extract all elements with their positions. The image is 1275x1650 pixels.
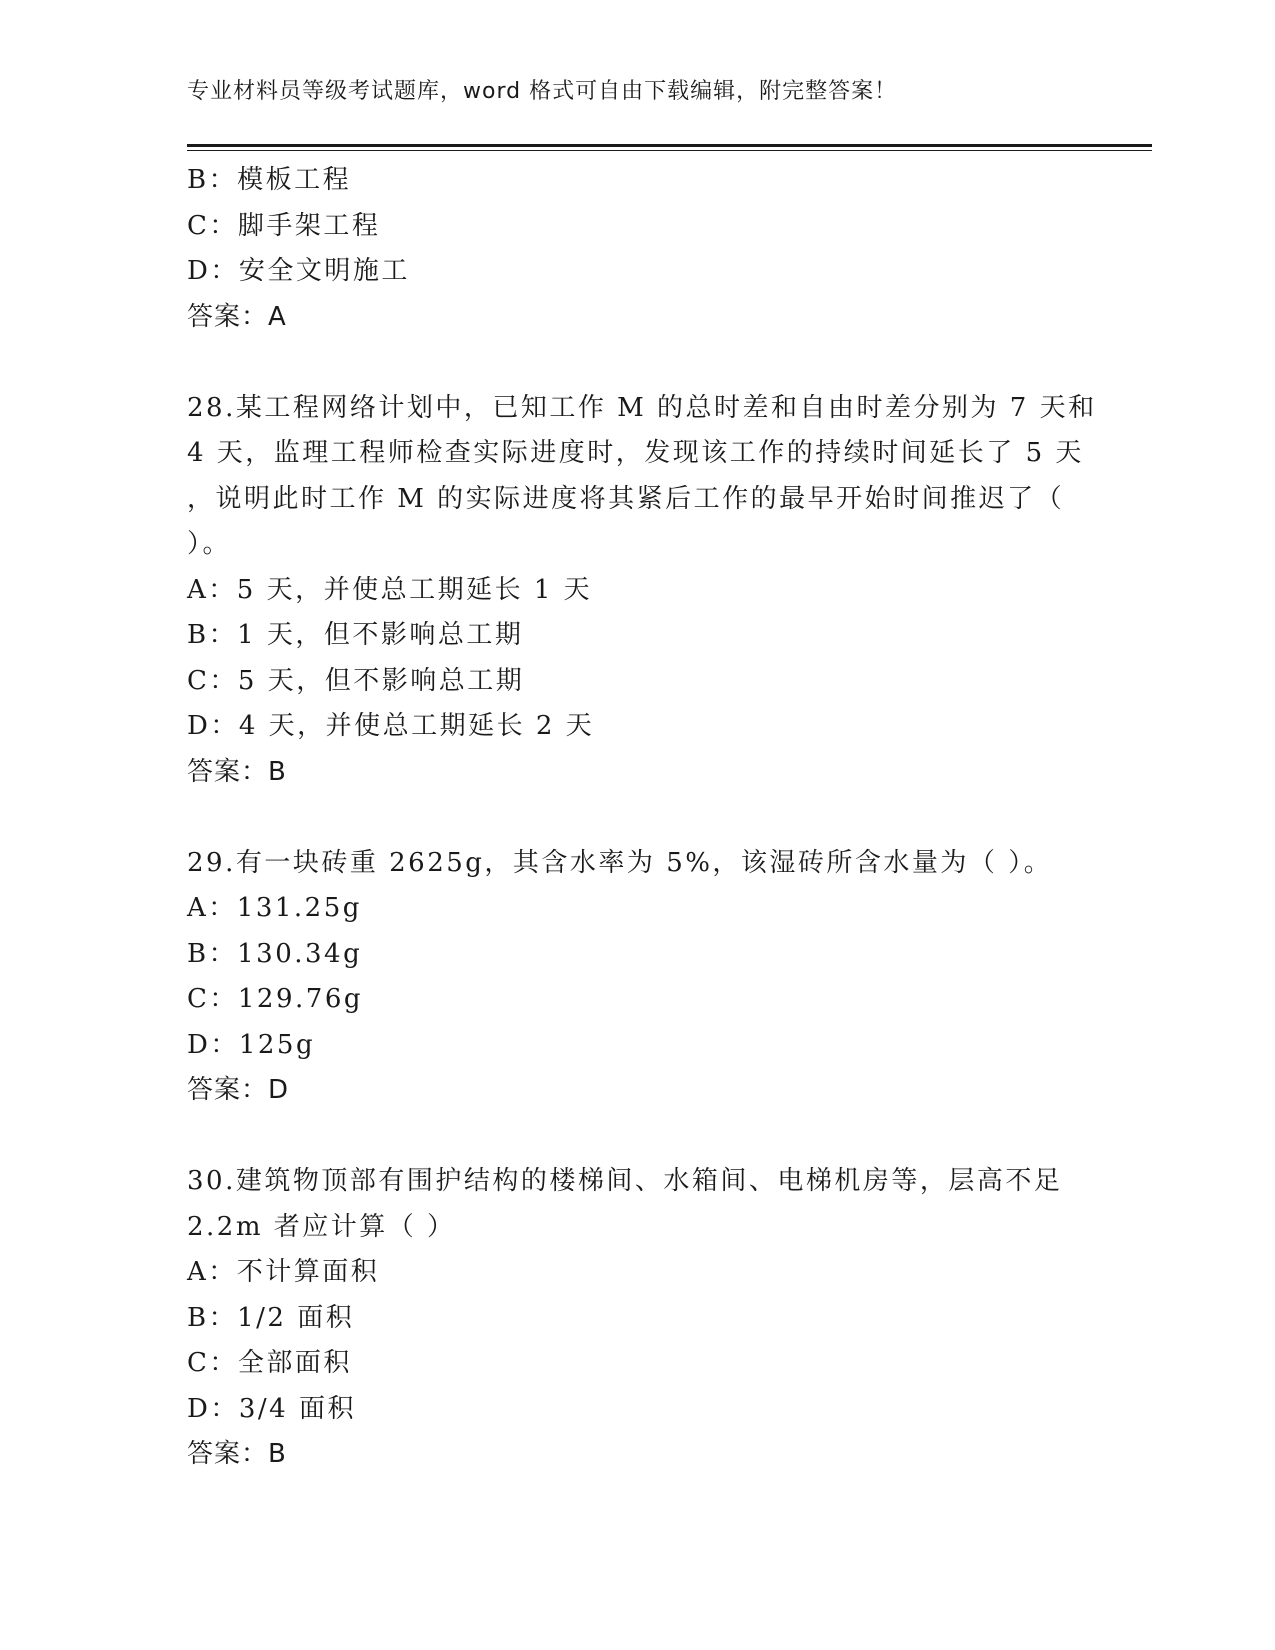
- option-b: B：1 天，但不影响总工期: [187, 620, 524, 650]
- answer-line: 答案：A: [187, 301, 287, 332]
- spacer: [187, 340, 1087, 386]
- option-a: A：131.25g: [187, 893, 362, 923]
- question-stem-line: 30.建筑物顶部有围护结构的楼梯间、水箱间、电梯机房等，层高不足: [187, 1166, 1063, 1196]
- option-d: D：3/4 面积: [187, 1393, 356, 1424]
- option-c: C：全部面积: [187, 1348, 352, 1378]
- option-b: B：1/2 面积: [187, 1302, 355, 1333]
- option-d: D：125g: [187, 1029, 316, 1060]
- option-c: C：脚手架工程: [187, 210, 381, 241]
- question-stem-line: 2.2m 者应计算（ ）: [187, 1211, 456, 1242]
- option-b: B：130.34g: [187, 938, 363, 969]
- header-rule-thin: [187, 150, 1152, 151]
- spacer: [187, 1114, 1087, 1160]
- question-stem-line: ）。: [187, 529, 232, 559]
- option-a: A：不计算面积: [187, 1257, 380, 1287]
- answer-line: 答案：B: [187, 1439, 287, 1469]
- question-stem-line: ，说明此时工作 M 的实际进度将其紧后工作的最早开始时间推迟了（: [187, 483, 1065, 514]
- option-c: C：5 天，但不影响总工期: [187, 665, 525, 696]
- question-content: [187, 158, 1097, 1478]
- answer-line: 答案：D: [187, 1075, 290, 1105]
- option-d: D：安全文明施工: [187, 256, 410, 286]
- question-stem-line: 28.某工程网络计划中，已知工作 M 的总时差和自由时差分别为 7 天和: [187, 392, 1097, 423]
- prev-question-block: [187, 158, 1087, 340]
- answer-line: 答案：B: [187, 756, 287, 787]
- option-c: C：129.76g: [187, 984, 364, 1014]
- question-30: [187, 1159, 1087, 1478]
- page-header: 专业材料员等级考试题库，word 格式可自由下载编辑，附完整答案！: [187, 79, 898, 104]
- option-b: B：模板工程: [187, 165, 352, 195]
- question-29: [187, 841, 1087, 1114]
- option-d: D：4 天，并使总工期延长 2 天: [187, 711, 595, 741]
- question-stem-line: 29.有一块砖重 2625g，其含水率为 5%，该湿砖所含水量为（ ）。: [187, 847, 1053, 878]
- question-stem-line: 4 天，监理工程师检查实际进度时，发现该工作的持续时间延长了 5 天: [187, 438, 1084, 468]
- question-28: [187, 386, 1097, 796]
- spacer: [187, 795, 1087, 841]
- header-rule-thick: [187, 144, 1152, 147]
- option-a: A：5 天，并使总工期延长 1 天: [187, 574, 593, 605]
